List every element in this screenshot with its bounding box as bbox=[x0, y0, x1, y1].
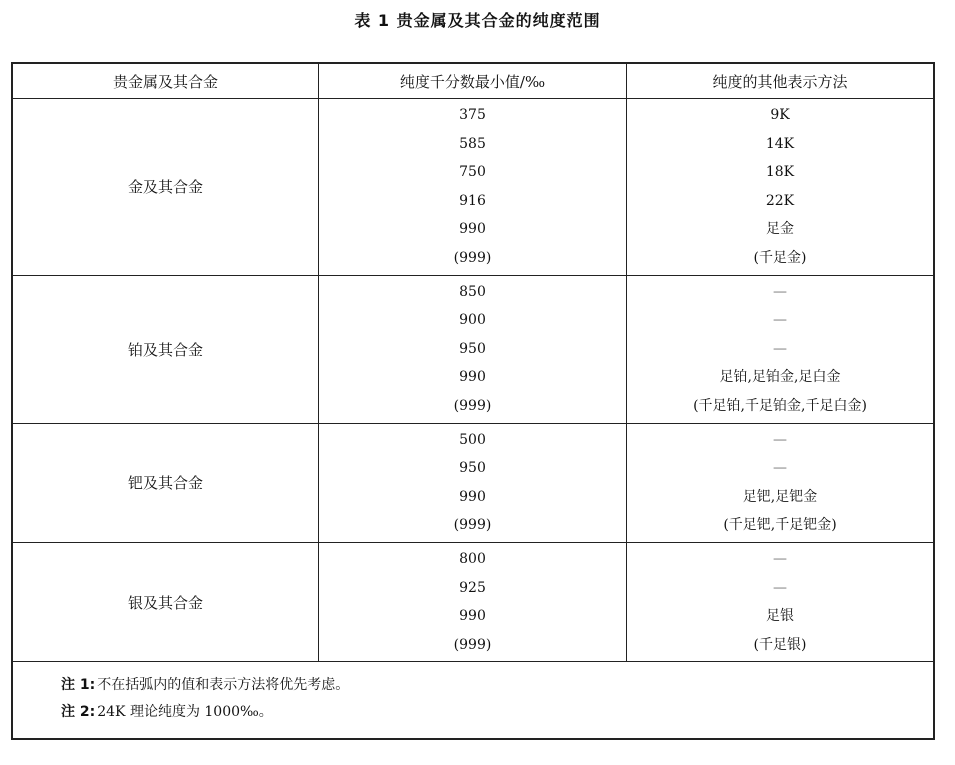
other-notation-value: 14K bbox=[765, 135, 795, 152]
header-metal: 贵金属及其合金 bbox=[13, 64, 319, 98]
other-notation-value: — bbox=[773, 550, 787, 567]
purity-table bbox=[11, 62, 935, 740]
other-notation-value: — bbox=[773, 312, 787, 329]
fineness-value: 900 bbox=[459, 312, 486, 329]
fineness-value: 500 bbox=[459, 431, 486, 448]
note-1-text: 不在括弧内的值和表示方法将优先考虑。 bbox=[97, 677, 350, 694]
fineness-value: (999) bbox=[453, 636, 492, 653]
other-notation-value: 足金 bbox=[766, 221, 794, 238]
table-notes bbox=[13, 662, 933, 738]
fineness-value: 800 bbox=[459, 550, 486, 567]
table-group-row bbox=[13, 424, 933, 543]
other-notation-value: — bbox=[773, 460, 787, 477]
note-1-label: 注 1: bbox=[61, 677, 96, 694]
other-notation-value: (千足铂,千足铂金,千足白金) bbox=[693, 397, 867, 414]
fineness-value: 375 bbox=[459, 107, 486, 123]
fineness-value: 990 bbox=[459, 369, 486, 386]
fineness-value: 990 bbox=[459, 488, 486, 505]
fineness-cell bbox=[319, 424, 627, 542]
fineness-value: (999) bbox=[453, 397, 492, 414]
metal-name-cell: 钯及其合金 bbox=[13, 424, 319, 542]
note-2-label: 注 2: bbox=[61, 704, 96, 721]
fineness-value: 925 bbox=[459, 579, 486, 596]
metal-name-cell: 金及其合金 bbox=[13, 99, 319, 275]
other-notation-value: — bbox=[773, 431, 787, 448]
metal-name-cell: 银及其合金 bbox=[13, 543, 319, 661]
metal-name-cell: 铂及其合金 bbox=[13, 276, 319, 423]
fineness-value: 950 bbox=[459, 340, 486, 357]
fineness-value: 950 bbox=[459, 460, 486, 477]
other-notation-value: — bbox=[773, 579, 787, 596]
other-notation-value: 足铂,足铂金,足白金 bbox=[719, 369, 841, 386]
other-notation-value: 足钯,足钯金 bbox=[742, 488, 818, 505]
fineness-value: 916 bbox=[459, 192, 486, 209]
fineness-value: 585 bbox=[459, 135, 486, 152]
other-notation-value: — bbox=[773, 283, 787, 300]
header-other-notation: 纯度的其他表示方法 bbox=[712, 72, 848, 91]
other-notation-cell bbox=[627, 99, 933, 275]
other-notation-value: 18K bbox=[765, 164, 795, 181]
other-notation-value: (千足银) bbox=[753, 636, 807, 653]
table-title: 表 1 贵金属及其合金的纯度范围 bbox=[354, 11, 601, 30]
other-notation-value: (千足钯,千足钯金) bbox=[723, 517, 837, 534]
header-fineness: 纯度千分数最小值/‰ bbox=[319, 64, 627, 98]
fineness-value: 990 bbox=[459, 221, 486, 238]
other-notation-value: (千足金) bbox=[753, 249, 807, 266]
fineness-value: 850 bbox=[459, 283, 486, 300]
fineness-cell bbox=[319, 543, 627, 661]
note-1 bbox=[61, 672, 885, 699]
table-header-row bbox=[13, 64, 933, 99]
fineness-value: (999) bbox=[453, 517, 492, 534]
fineness-value: (999) bbox=[453, 249, 492, 266]
other-notation-cell bbox=[627, 276, 933, 423]
other-notation-value: 9K bbox=[770, 107, 790, 123]
note-2-text: 24K 理论纯度为 1000‰。 bbox=[97, 704, 273, 721]
other-notation-value: — bbox=[773, 340, 787, 357]
fineness-value: 990 bbox=[459, 608, 486, 625]
table-body bbox=[13, 99, 933, 662]
other-notation-value: 22K bbox=[765, 192, 795, 209]
table-group-row bbox=[13, 276, 933, 424]
table-group-row bbox=[13, 543, 933, 662]
other-notation-value: 足银 bbox=[766, 608, 794, 625]
fineness-cell bbox=[319, 99, 627, 275]
table-group-row bbox=[13, 99, 933, 276]
other-notation-cell bbox=[627, 543, 933, 661]
note-2 bbox=[61, 699, 885, 726]
fineness-value: 750 bbox=[459, 164, 486, 181]
other-notation-cell bbox=[627, 424, 933, 542]
fineness-cell bbox=[319, 276, 627, 423]
